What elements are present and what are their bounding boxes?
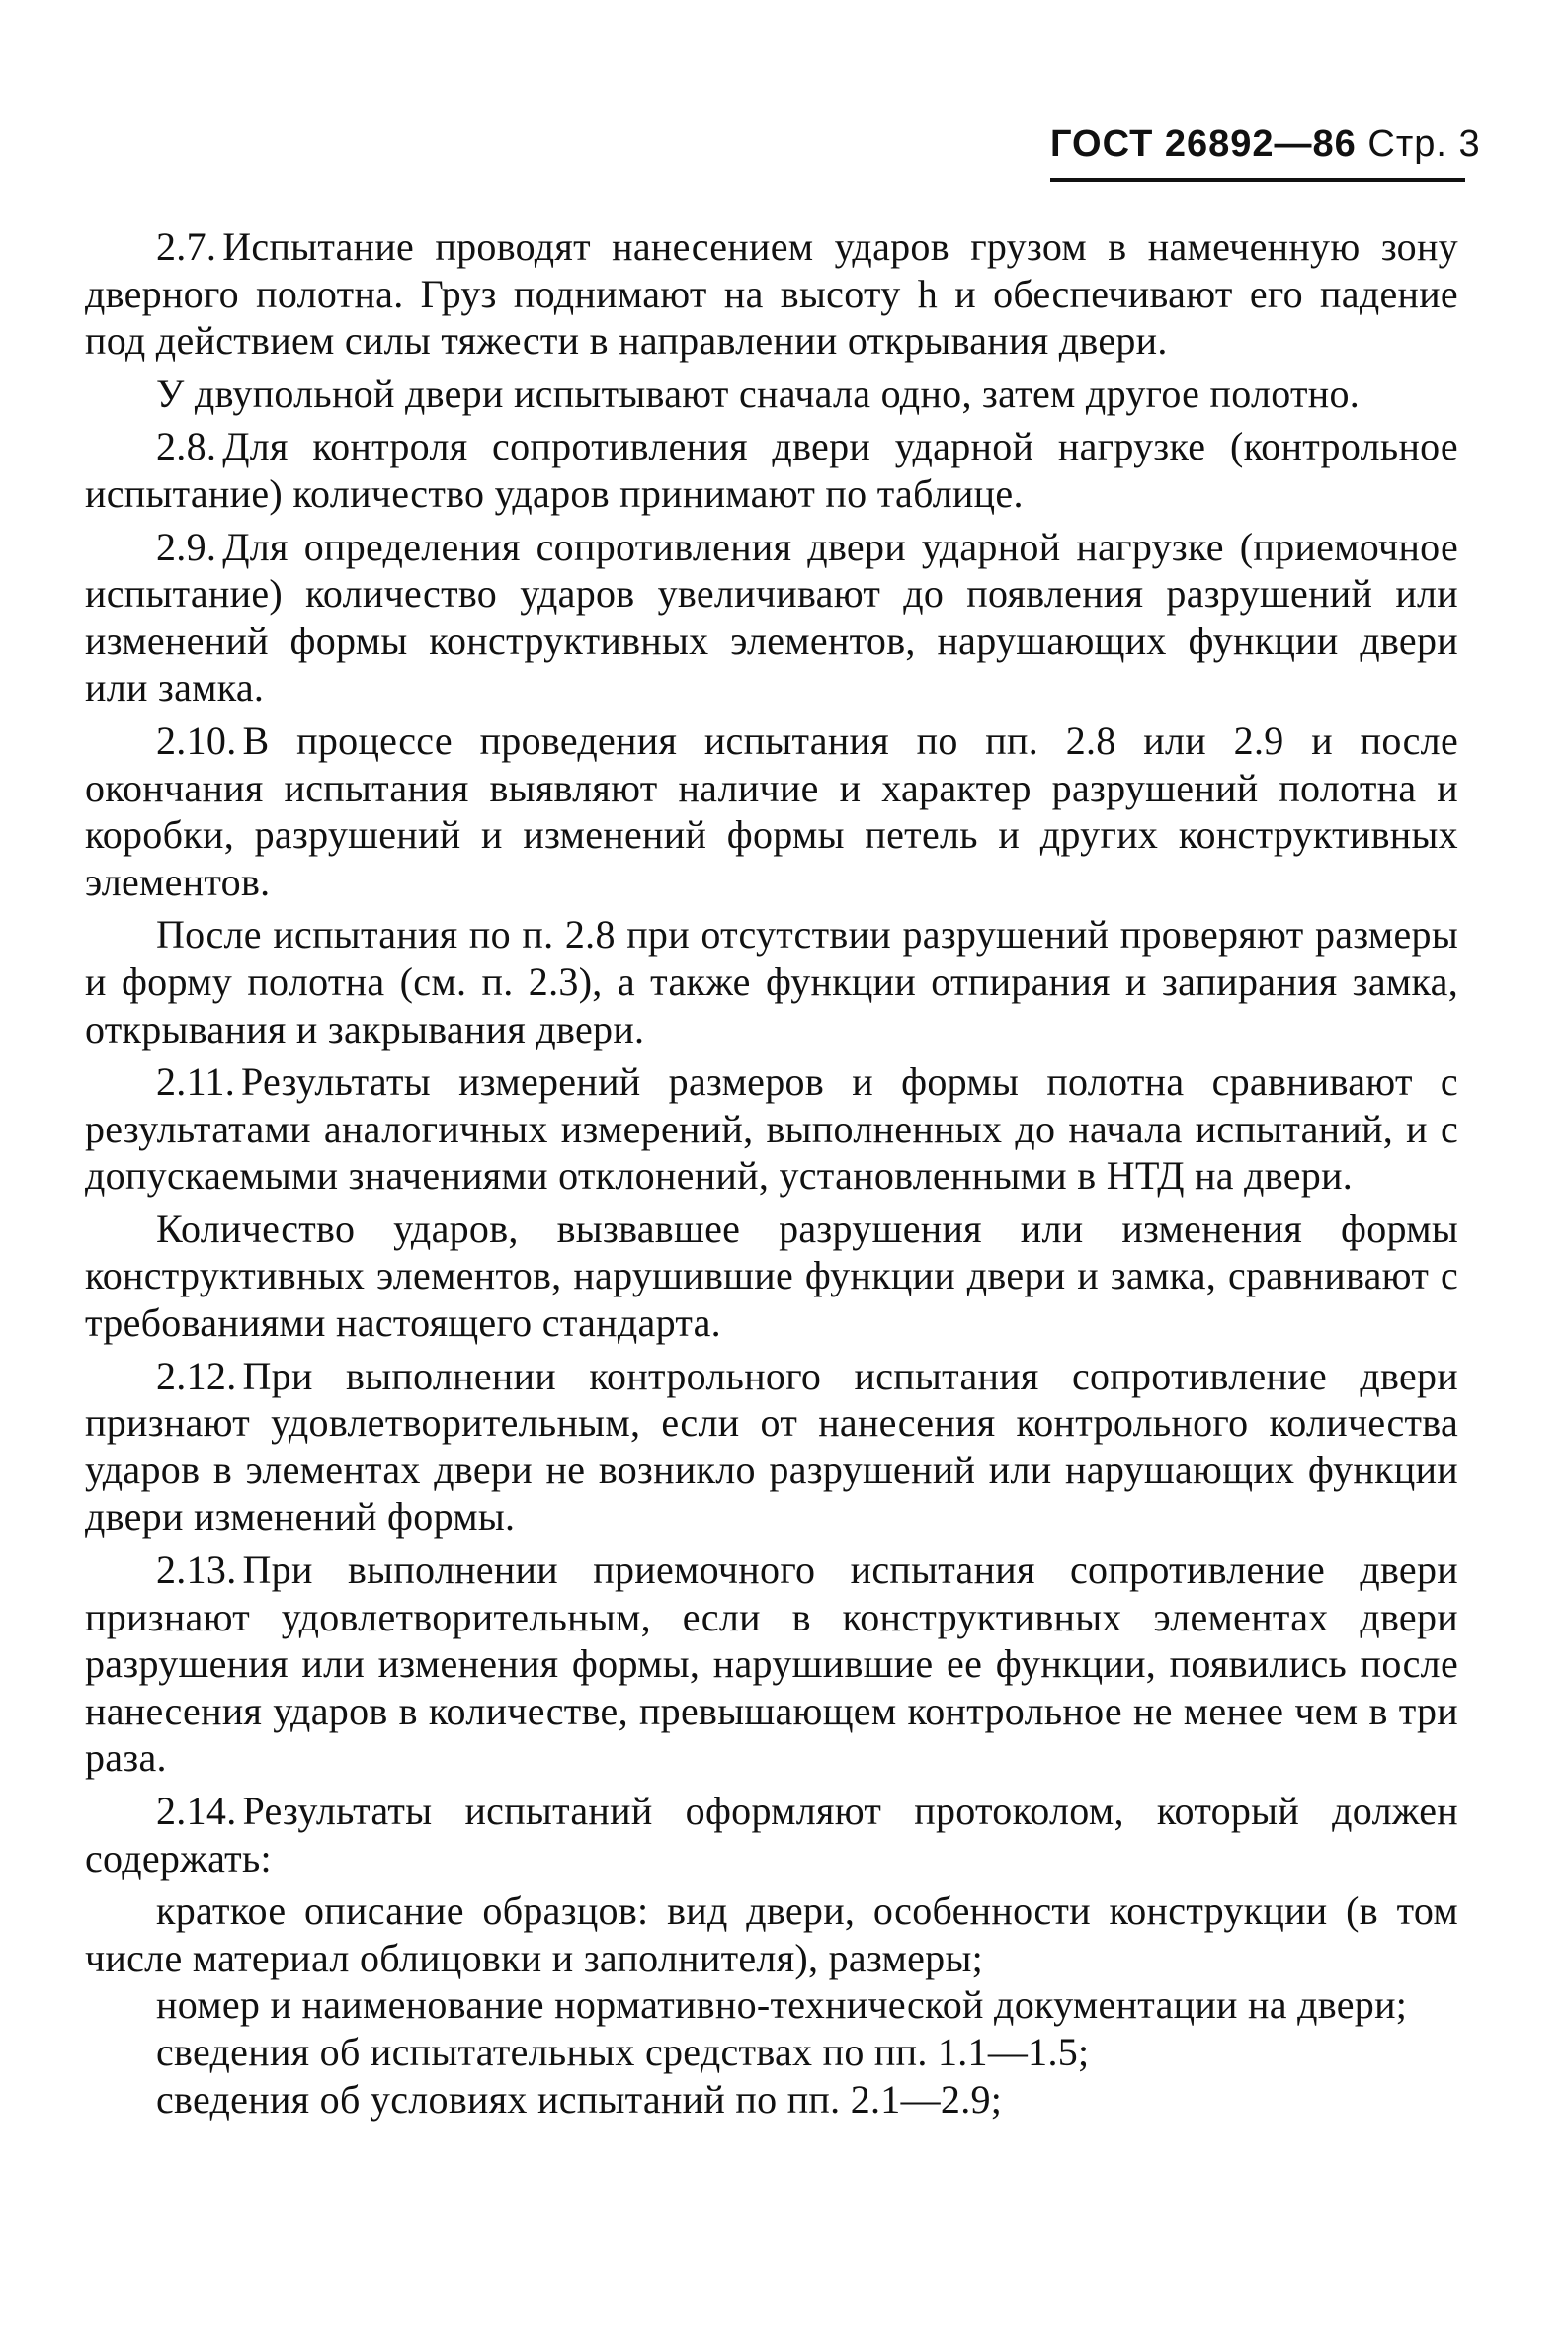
running-header (1050, 121, 1481, 168)
list-item: краткое описание образцов: вид двери, особенности конструкции (в том числе материал облицовки и заполнителя), размеры; (85, 1888, 1458, 1980)
list-item: сведения об испытательных средствах по пп. 1.1—1.5; (156, 2029, 1090, 2074)
paragraph-text: Для определения сопротивления двери ударной нагрузке (приемочное испытание) количество ударов увеличивают до появления разрушений или изменений формы конструктивных элементов, нарушающих функции двери или замка. (85, 524, 1458, 711)
paragraph-text: После испытания по п. 2.8 при отсутствии разрушений проверяют размеры и форму полотна (см. п. 2.3), а также функции отпирания и запирания замка, открывания и закрывания двери. (85, 912, 1458, 1051)
paragraph-text: Результаты испытаний оформляют протоколом, который должен содержать: (85, 1789, 1458, 1881)
paragraph-text: При выполнении контрольного испытания сопротивление двери признают удовлетворительным, если от нанесения контрольного количества ударов в элементах двери не возникло разрушений или нарушающих функции двери изменений формы. (85, 1353, 1458, 1540)
paragraph-2-11-continued (85, 1206, 1458, 1347)
clause-number: 2.14. (156, 1789, 237, 1833)
document-body (85, 223, 1458, 2123)
paragraph-text: В процессе проведения испытания по пп. 2.8 или 2.9 и после окончания испытания выявляют наличие и характер разрушений полотна и коробки, разрушений и изменений формы петель и других конструктивных элементов. (85, 717, 1458, 904)
paragraph-2-14 (85, 1788, 1458, 1881)
clause-number: 2.11. (156, 1059, 236, 1105)
paragraph-2-9 (85, 524, 1458, 711)
clause-number: 2.9. (156, 524, 217, 569)
paragraph-text: Результаты измерений размеров и формы полотна сравнивают с результатами аналогичных измерений, выполненных до начала испытаний, и с допускаемыми значениями отклонений, установленными в НТД на двери. (85, 1059, 1458, 1199)
paragraph-text: У двупольной двери испытывают сначала одно, затем другое полотно. (156, 371, 1361, 416)
page-header (1050, 121, 1481, 168)
paragraph-2-11 (85, 1058, 1458, 1200)
paragraph-text: Испытание проводят нанесением ударов грузом в намеченную зону дверного полотна. Груз поднимают на высоту h и обеспечивают его падение под действием силы тяжести в направлении открывания двери. (85, 224, 1458, 364)
paragraph-text: Для контроля сопротивления двери ударной нагрузке (контрольное испытание) количество ударов принимают по таблице. (85, 424, 1458, 516)
standard-number: ГОСТ 26892—86 (1050, 124, 1357, 165)
page-number: Стр. 3 (1367, 124, 1481, 165)
paragraph-text: При выполнении приемочного испытания сопротивление двери признают удовлетворительным, если в конструктивных элементах двери разрушения или изменения формы, нарушившие ее функции, появились после нанесения ударов в количестве, превышающем контрольное не менее чем в три раза. (85, 1547, 1458, 1781)
list-item: номер и наименование нормативно-технической документации на двери; (156, 1982, 1408, 2028)
paragraph-2-13 (85, 1547, 1458, 1782)
paragraph-2-12 (85, 1353, 1458, 1541)
paragraph-2-10-continued (85, 911, 1458, 1052)
clause-number: 2.12. (156, 1353, 237, 1398)
protocol-contents-list (85, 1887, 1458, 2123)
list-item: сведения об условиях испытаний по пп. 2.1—2.9; (156, 2076, 1003, 2122)
paragraph-2-10 (85, 717, 1458, 905)
paragraph-2-8 (85, 423, 1458, 517)
clause-number: 2.8. (156, 424, 217, 469)
clause-number: 2.10. (156, 717, 237, 763)
paragraph-2-7-continued (85, 371, 1458, 418)
clause-number: 2.13. (156, 1547, 237, 1593)
paragraph-2-7 (85, 223, 1458, 365)
header-rule (1050, 178, 1465, 182)
clause-number: 2.7. (156, 224, 217, 269)
paragraph-text: Количество ударов, вызвавшее разрушения или изменения формы конструктивных элементов, нарушившие функции двери и замка, сравнивают с требованиями настоящего стандарта. (85, 1206, 1458, 1346)
